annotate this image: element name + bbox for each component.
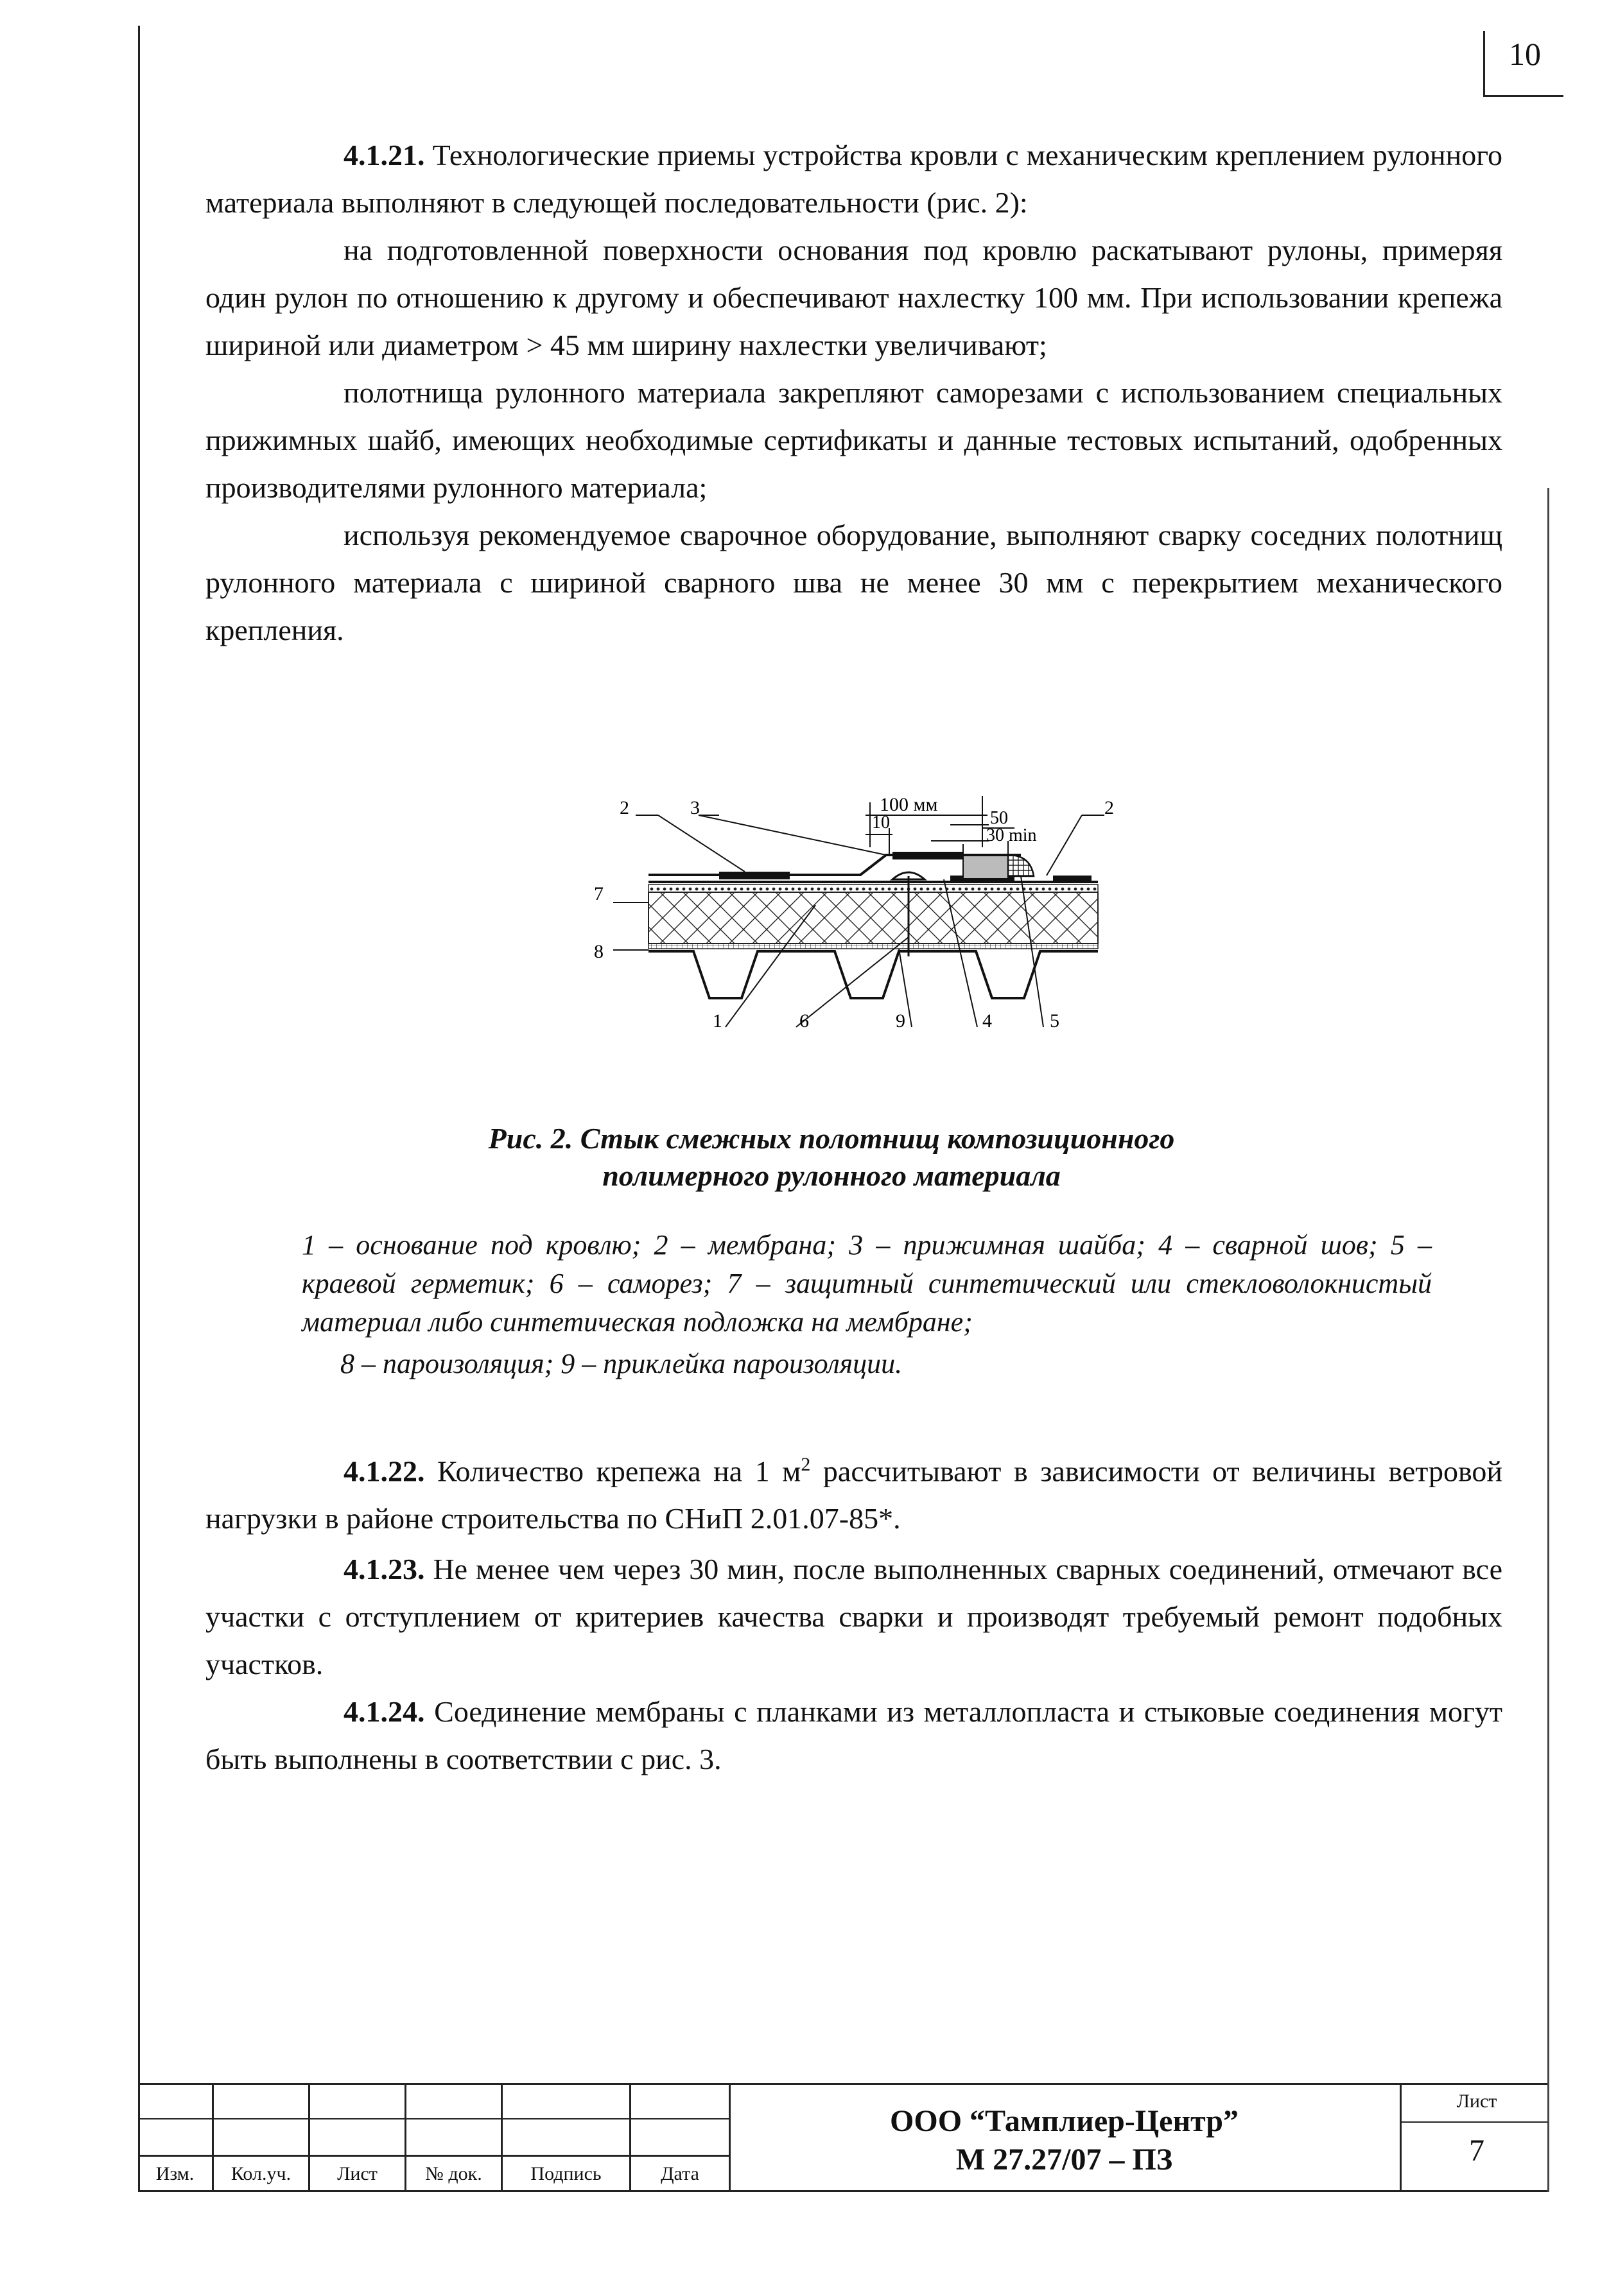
tb-sheet-divider: [1400, 2121, 1547, 2123]
callout-9: 9: [896, 1010, 905, 1031]
caption-line-1: Рис. 2. Стык смежных полотнищ композиционного: [488, 1122, 1175, 1155]
dim-50: 50: [990, 808, 1008, 828]
tb-org-name: ООО “Тамплиер-Центр”: [890, 2104, 1239, 2138]
tb-col-signature: Подпись: [530, 2163, 602, 2184]
step-roll-out: на подготовленной поверхности основания под кровлю раскатывают рулоны, примеряя один рулон по отношению к другому и обеспечивают нахлестку 100 мм. При использовании крепежа шириной или диаметром > 45 мм ширину нахлестки увеличивают;: [205, 234, 1502, 361]
paragraph-4-1-22: [205, 1441, 1502, 1542]
paragraph-text: Технологические приемы устройства кровли с механическим креплением рулонного материала выполняют в следующей последовательности (рис. 2):: [205, 139, 1502, 219]
tb-organization: [729, 2102, 1400, 2179]
tb-bottom-line: [138, 2190, 1547, 2192]
callout-2-left: 2: [620, 797, 629, 818]
paragraph-4-1-24: [205, 1688, 1502, 1783]
dim-100mm: 100 мм: [880, 794, 938, 815]
frame-right-border: [1547, 488, 1549, 2192]
step-fasten: полотнища рулонного материала закрепляют саморезами с использованием специальных прижимных шайб, имеющих необходимые сертификаты и данные тестовых испытаний, одобренных производителями рулонного материала;: [205, 376, 1502, 504]
figure-legend-last: 8 – пароизоляция; 9 – приклейка пароизоляции.: [340, 1348, 903, 1379]
fixing-strip: [719, 872, 790, 879]
tb-col-doc-number: № док.: [425, 2163, 482, 2184]
callout-8: 8: [594, 941, 604, 962]
caption-line-2: полимерного рулонного материала: [602, 1159, 1061, 1192]
dim-10: 10: [872, 813, 890, 833]
tb-sheet-number: 7: [1469, 2134, 1484, 2168]
tb-row-line: [138, 2118, 729, 2119]
paragraph-number: 4.1.21.: [344, 139, 425, 171]
protective-layer: [648, 885, 1098, 892]
tb-row-line: [138, 2155, 729, 2157]
page-number-box-bottom: [1483, 95, 1563, 97]
callout-3: 3: [690, 797, 700, 818]
weld-seam: [963, 856, 1008, 879]
paragraph-4-1-21: [205, 132, 1502, 227]
callout-5: 5: [1050, 1010, 1059, 1031]
fixing-strip: [892, 852, 963, 859]
page-number-top: 10: [1509, 36, 1541, 72]
paragraph-text: Соединение мембраны с планками из металлопласта и стыковые соединения могут быть выполнены в соответствии с рис. 3.: [205, 1695, 1502, 1775]
callout-1: 1: [713, 1010, 722, 1031]
tb-sheet-label: Лист: [1456, 2091, 1497, 2112]
figure-caption: [398, 1120, 1265, 1195]
title-block: [138, 2083, 1547, 2192]
callout-2-right: 2: [1104, 797, 1114, 818]
tb-col-date: Дата: [661, 2163, 699, 2184]
tb-top-line: [138, 2083, 1547, 2085]
paragraph-text: Не менее чем через 30 мин, после выполненных сварных соединений, отмечают все участки с отступлением от критериев качества сварки и производят требуемый ремонт подобных участков.: [205, 1553, 1502, 1680]
tb-doc-code: М 27.27/07 – ПЗ: [955, 2143, 1173, 2177]
profiled-deck: [648, 951, 1098, 998]
frame-left-border: [138, 26, 140, 2192]
callout-6: 6: [799, 1010, 809, 1031]
paragraph-number: 4.1.23.: [344, 1553, 425, 1585]
tb-col-kol-uch: Кол.уч.: [231, 2163, 291, 2184]
paragraph-number: 4.1.24.: [344, 1695, 425, 1728]
paragraph-text-b: рассчитывают в зависимости от величины ветровой нагрузки в районе строительства по СНиП 2.01.07-85*.: [205, 1454, 1502, 1535]
callout-4: 4: [982, 1010, 992, 1031]
tb-col-izm: Изм.: [155, 2163, 195, 2184]
paragraph-number: 4.1.22.: [344, 1454, 425, 1488]
edge-sealant: [1008, 855, 1034, 876]
insulation-layer: [648, 892, 1098, 944]
dim-30min: 30 min: [986, 825, 1037, 845]
tb-col-line: [1400, 2083, 1402, 2192]
step-weld: используя рекомендуемое сварочное оборудование, выполняют сварку соседних полотнищ рулонного материала с шириной сварного шва не менее 30 мм с перекрытием механического крепления.: [205, 519, 1502, 646]
superscript: 2: [801, 1454, 811, 1475]
figure-legend: 1 – основание под кровлю; 2 – мембрана; 3 – прижимная шайба; 4 – сварной шов; 5 – краевой герметик; 6 – саморез; 7 – защитный синтетический или стекловолокнистый материал либо синтетическая подложка на мембране;: [302, 1229, 1432, 1338]
paragraph-4-1-23: [205, 1546, 1502, 1688]
tb-col-list: Лист: [337, 2163, 378, 2184]
paragraph-text-a: Количество крепежа на 1 м: [424, 1454, 801, 1488]
callout-7: 7: [594, 883, 604, 904]
page-number-box-left: [1483, 31, 1485, 95]
joint-diagram: [559, 745, 1156, 1046]
fixing-strip: [1053, 876, 1092, 882]
